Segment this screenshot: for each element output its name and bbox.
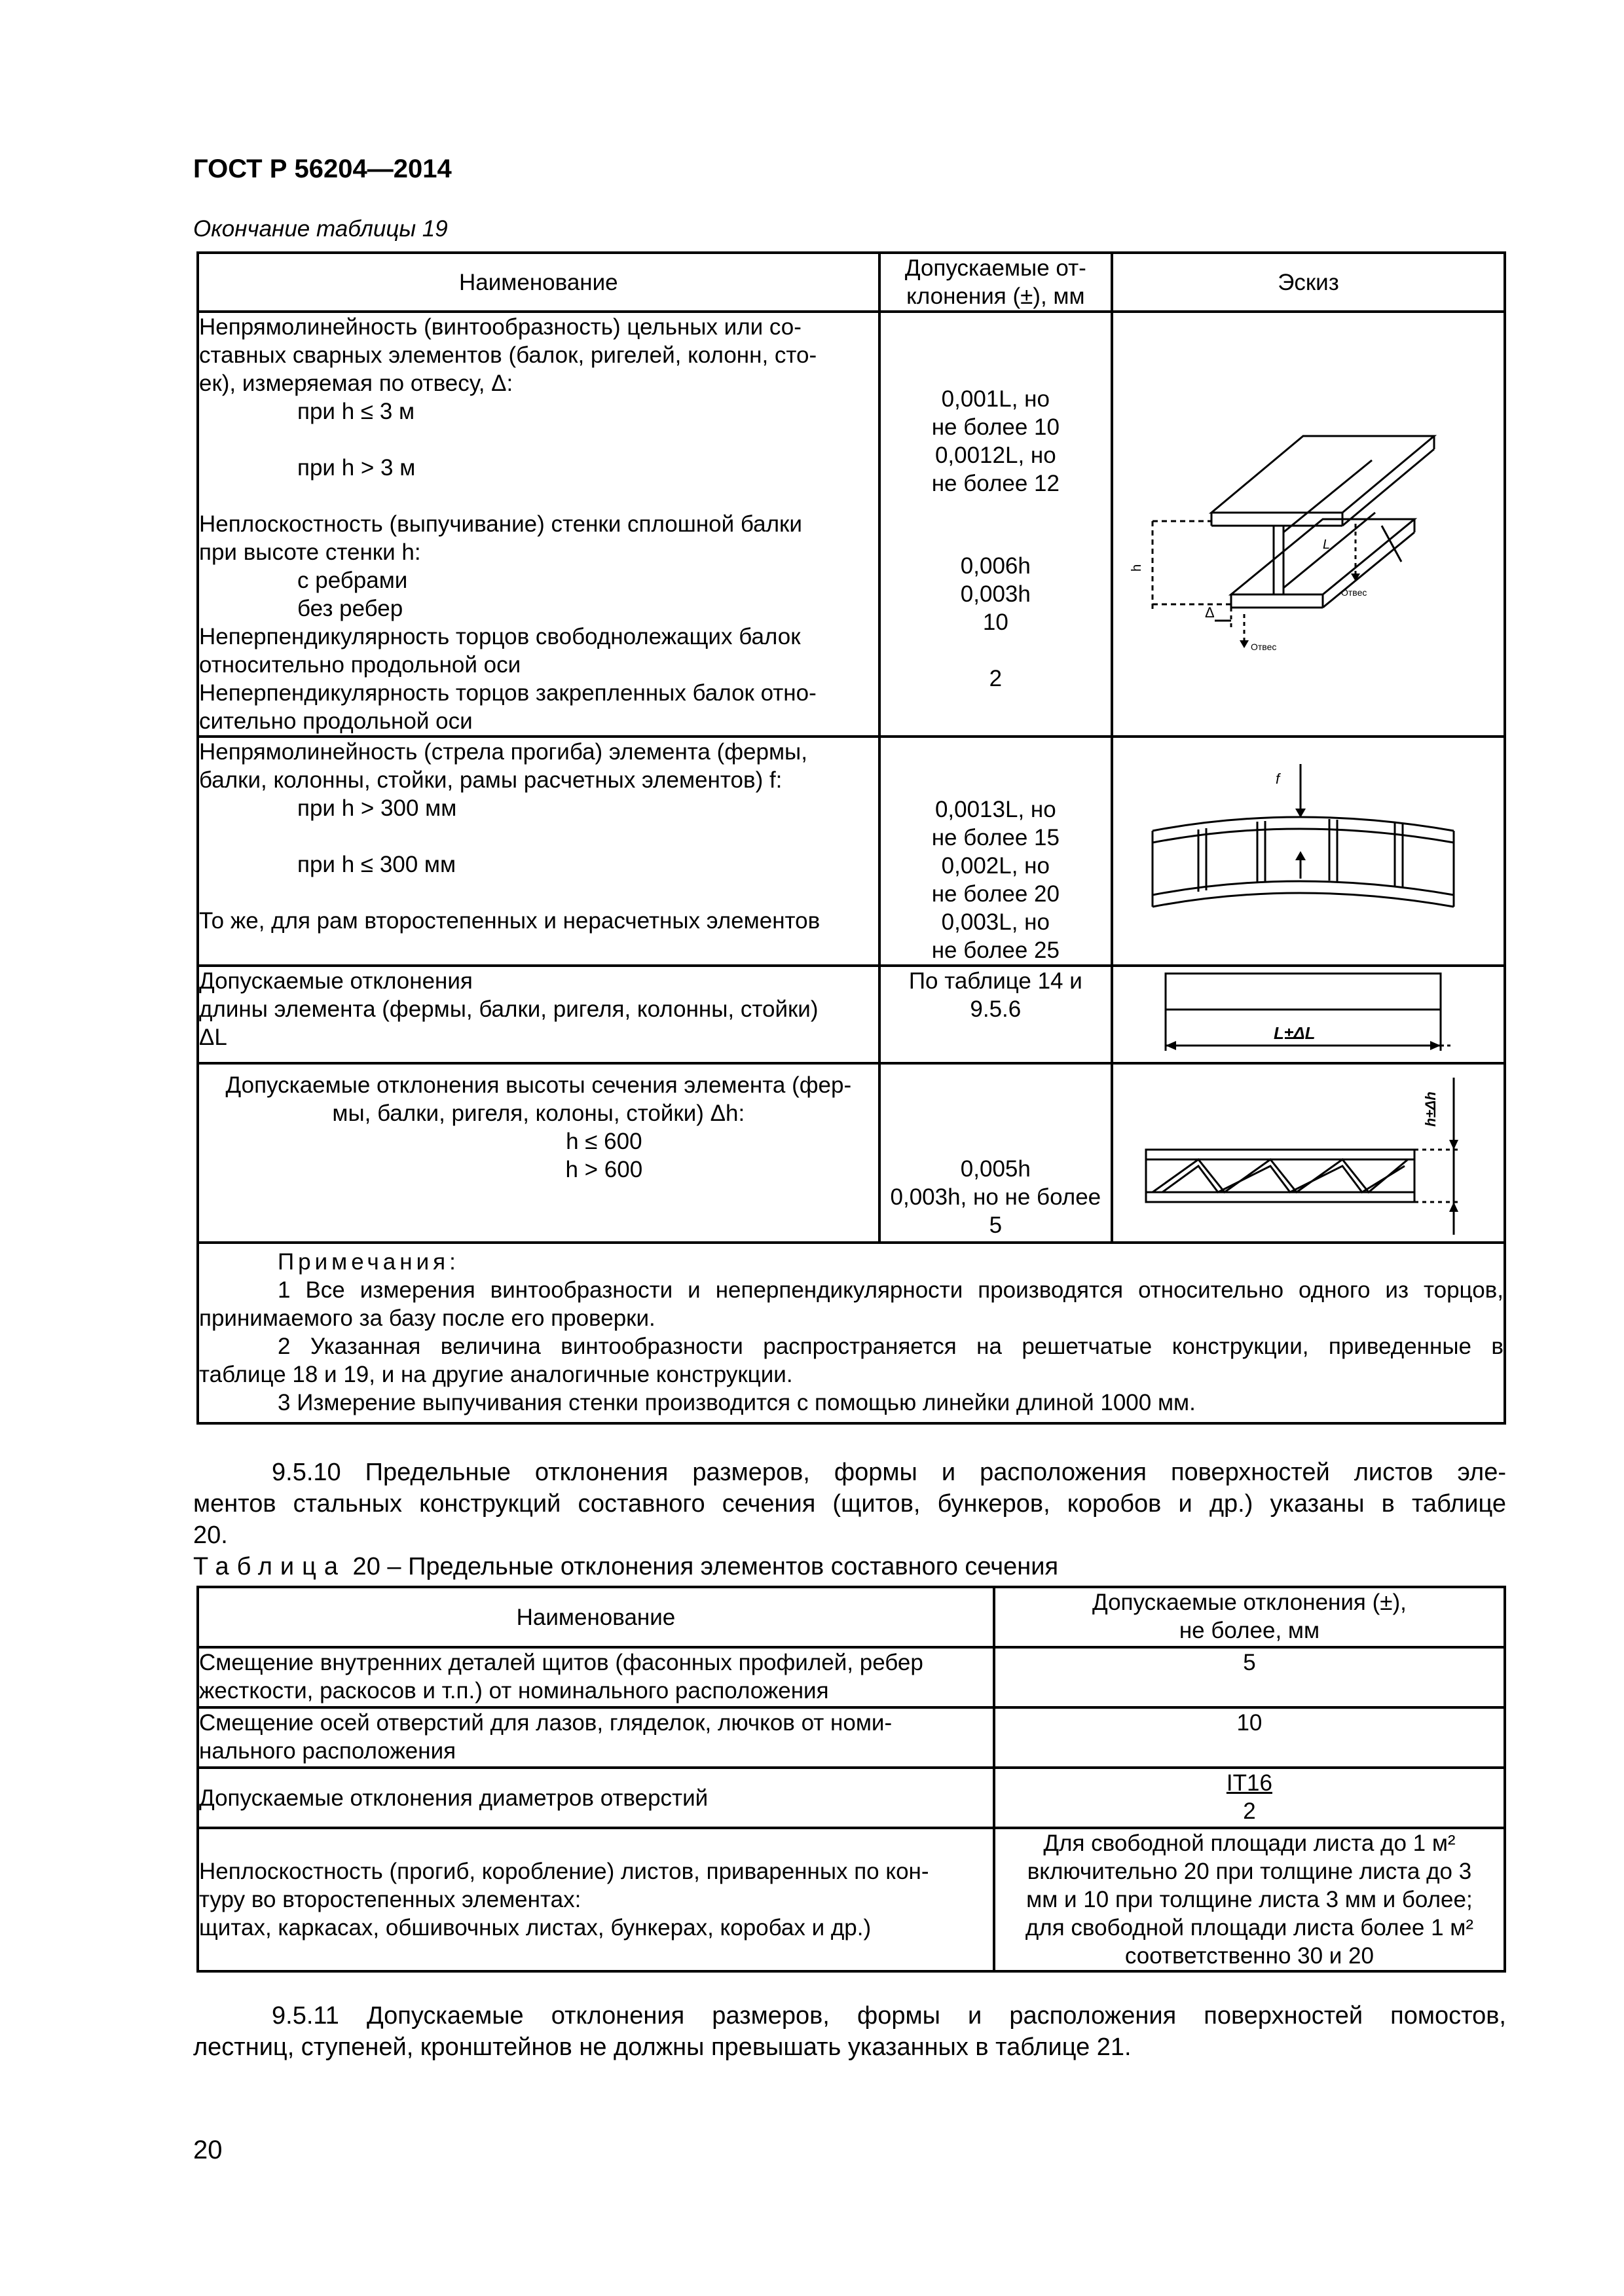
note-text: 2 Указанная величина винтообразности распространяется на решетчатые конструкции, приведенные в — [278, 1334, 1504, 1359]
value: не более 12 — [931, 471, 1060, 496]
page-number: 20 — [193, 2136, 223, 2164]
header-tolerance — [879, 253, 1112, 312]
row-subitem: без ребер — [297, 596, 403, 621]
table-continuation-label: Окончание таблицы 19 — [193, 216, 448, 242]
row-text: Смещение осей отверстий для лазов, гляделок, лючков от номи- — [199, 1710, 893, 1736]
row-text: Допускаемые отклонения — [199, 968, 473, 994]
value: 5 — [1243, 1650, 1256, 1675]
value: IT16 — [1226, 1770, 1272, 1796]
value: не более 10 — [931, 414, 1060, 440]
value: не более 15 — [931, 825, 1060, 850]
caption-text: 20 – Предельные отклонения элементов составного сечения — [346, 1553, 1059, 1580]
note-text: 3 Измерение выпучивания стенки производится с помощью линейки длиной 1000 мм. — [278, 1390, 1196, 1415]
row-text: ставных сварных элементов (балок, ригелей, колонн, сто- — [199, 342, 817, 368]
row-text: ек), измеряемая по отвесу, Δ: — [199, 371, 513, 396]
value: не более 25 — [931, 938, 1060, 963]
row-text: Неплоскостность (прогиб, коробление) листов, приваренных по кон- — [199, 1859, 929, 1884]
row-name — [198, 1647, 994, 1707]
notes — [198, 1243, 1505, 1423]
row-values — [879, 966, 1112, 1063]
value: 0,0013L, но — [934, 797, 1056, 822]
header-tolerance — [994, 1587, 1505, 1647]
row-text: жесткости, раскосов и т.п.) от номинального расположения — [199, 1678, 829, 1704]
table-20 — [196, 1586, 1506, 1973]
paragraph-line: ментов стальных конструкций составного сечения (щитов, бункеров, коробов и др.) указаны в таблице — [193, 1490, 1506, 1518]
row-name — [198, 312, 879, 737]
row-text: длины элемента (фермы, балки, ригеля, колонны, стойки) — [199, 996, 819, 1022]
table-row — [198, 966, 1505, 1063]
row-text: Непрямолинейность (винтообразность) цельных или со- — [199, 314, 802, 340]
table-row — [198, 737, 1505, 966]
header-name-text: Наименование — [516, 1604, 676, 1630]
value: 0,003h, но не более — [890, 1184, 1101, 1210]
row-text: туру во второстепенных элементах: — [199, 1887, 581, 1912]
paragraph-line: 9.5.10 Предельные отклонения размеров, формы и расположения поверхностей листов эле- — [272, 1459, 1506, 1486]
note-text: 1 Все измерения винтообразности и неперпендикулярности производятся относительно одного из торцов, — [278, 1277, 1504, 1303]
i-beam-sketch — [1113, 313, 1504, 732]
row-values — [879, 737, 1112, 966]
sketch-label: Отвес — [1250, 642, 1277, 652]
value: 5 — [989, 1212, 1003, 1238]
truss-deflection-sketch — [1113, 738, 1504, 960]
row-text: Неперпендикулярность торцов закрепленных балок отно- — [199, 680, 817, 706]
row-text: относительно продольной оси — [199, 652, 521, 678]
row-text: нального расположения — [199, 1738, 456, 1764]
notes-title: Примечания: — [278, 1249, 460, 1275]
sketch-label: f — [1275, 771, 1280, 787]
row-values — [879, 1063, 1112, 1243]
row-subitem: при h ≤ 3 м — [297, 399, 415, 424]
sketch-label: Отвес — [1340, 587, 1367, 598]
header-tolerance-line: Допускаемые отклонения (±), — [1092, 1590, 1407, 1615]
sketch-label: L — [1322, 538, 1331, 552]
header-name — [198, 253, 879, 312]
value: Для свободной площади листа до 1 м² — [1043, 1831, 1456, 1856]
sketch-label: Δ — [1204, 604, 1215, 621]
header-name — [198, 1587, 994, 1647]
table-row — [198, 1768, 1505, 1828]
value: По таблице 14 и — [908, 968, 1082, 994]
table-row — [198, 1063, 1505, 1243]
value: 2 — [989, 666, 1003, 691]
value: 2 — [1243, 1798, 1256, 1824]
row-name — [198, 1768, 994, 1828]
table-row — [198, 1707, 1505, 1768]
row-text: Непрямолинейность (стрела прогиба) элемента (фермы, — [199, 739, 807, 765]
row-subitem: h > 600 — [565, 1157, 643, 1182]
row-value — [994, 1768, 1505, 1828]
header-tolerance-line: Допускаемые от- — [904, 255, 1086, 281]
value: 10 — [1236, 1710, 1263, 1736]
value: 9.5.6 — [970, 996, 1022, 1022]
row-text: сительно продольной оси — [199, 708, 473, 734]
row-subitem: при h > 3 м — [297, 455, 416, 481]
table-row — [198, 1828, 1505, 1971]
truss-height-sketch — [1113, 1065, 1504, 1241]
paragraph-line: 9.5.11 Допускаемые отклонения размеров, формы и расположения поверхностей помостов, — [272, 2002, 1506, 2030]
document-header: ГОСТ Р 56204—2014 — [193, 155, 452, 183]
row-subitem: h ≤ 600 — [566, 1129, 642, 1154]
value: не более 20 — [931, 881, 1060, 907]
row-text: Неперпендикулярность торцов свободнолежащих балок — [199, 624, 801, 649]
table-row — [198, 312, 1505, 737]
row-text: при высоте стенки h: — [199, 539, 421, 565]
sketch-cell — [1112, 966, 1505, 1063]
table-row — [198, 1647, 1505, 1707]
row-subitem: при h ≤ 300 мм — [297, 852, 456, 877]
value: соответственно 30 и 20 — [1124, 1943, 1374, 1969]
paragraph-line: лестниц, ступеней, кронштейнов не должны превышать указанных в таблице 21. — [193, 2033, 1132, 2061]
sketch-label: h — [1129, 564, 1144, 572]
note-text: таблице 18 и 19, и на другие аналогичные конструкции. — [199, 1362, 793, 1387]
row-name — [198, 1063, 879, 1243]
header-name-text: Наименование — [459, 269, 618, 295]
table-header-row — [198, 253, 1505, 312]
row-subitem: при h > 300 мм — [297, 795, 457, 821]
sketch-label: L±ΔL — [1273, 1023, 1316, 1043]
sketch-cell — [1112, 312, 1505, 737]
value: 0,003h — [960, 581, 1031, 607]
row-name — [198, 1828, 994, 1971]
paragraph-9-5-10 — [193, 1457, 1506, 1551]
row-subitem: с ребрами — [297, 568, 408, 593]
value: 0,002L, но — [941, 853, 1050, 879]
row-text: Неплоскостность (выпучивание) стенки сплошной балки — [199, 511, 802, 537]
sketch-cell — [1112, 1063, 1505, 1243]
value: 0,006h — [960, 553, 1031, 579]
table-19 — [196, 251, 1506, 1425]
row-value — [994, 1828, 1505, 1971]
header-tolerance-line: не более, мм — [1179, 1618, 1320, 1643]
length-sketch — [1113, 967, 1504, 1062]
header-sketch-text: Эскиз — [1278, 269, 1339, 295]
table-header-row — [198, 1587, 1505, 1647]
paragraph-9-5-11 — [193, 2000, 1506, 2063]
caption-word: Таблица — [193, 1553, 346, 1580]
row-name — [198, 737, 879, 966]
row-name — [198, 1707, 994, 1768]
value: 10 — [982, 610, 1008, 635]
value: для свободной площади листа более 1 м² — [1025, 1915, 1473, 1941]
note-text: принимаемого за базу после его проверки. — [199, 1305, 655, 1331]
row-text: балки, колонны, стойки, рамы расчетных элементов) f: — [199, 767, 783, 793]
paragraph-line: 20. — [193, 1522, 228, 1549]
row-text: Допускаемые отклонения диаметров отверстий — [199, 1785, 709, 1811]
notes-row — [198, 1243, 1505, 1423]
row-text: щитах, каркасах, обшивочных листах, бункерах, коробах и др.) — [199, 1915, 872, 1941]
row-text: Смещение внутренних деталей щитов (фасонных профилей, ребер — [199, 1650, 923, 1675]
row-value — [994, 1707, 1505, 1768]
sketch-cell — [1112, 737, 1505, 966]
row-values — [879, 312, 1112, 737]
value: мм и 10 при толщине листа 3 мм и более; — [1026, 1887, 1473, 1912]
value: 0,005h — [960, 1156, 1031, 1182]
row-text: Допускаемые отклонения высоты сечения элемента (фер- — [225, 1072, 852, 1098]
value: 0,001L, но — [941, 386, 1050, 412]
row-text: То же, для рам второстепенных и нерасчетных элементов — [199, 908, 821, 934]
value: 0,0012L, но — [934, 443, 1056, 468]
value: 0,003L, но — [941, 909, 1050, 935]
row-text: ΔL — [199, 1025, 227, 1050]
value: включительно 20 при толщине листа до 3 — [1027, 1859, 1472, 1884]
row-value — [994, 1647, 1505, 1707]
header-sketch — [1112, 253, 1505, 312]
table-20-caption — [193, 1553, 1058, 1581]
row-name — [198, 966, 879, 1063]
header-tolerance-line: клонения (±), мм — [906, 283, 1085, 309]
row-text: мы, балки, ригеля, колоны, стойки) Δh: — [332, 1101, 745, 1126]
sketch-label: h±Δh — [1422, 1091, 1439, 1127]
